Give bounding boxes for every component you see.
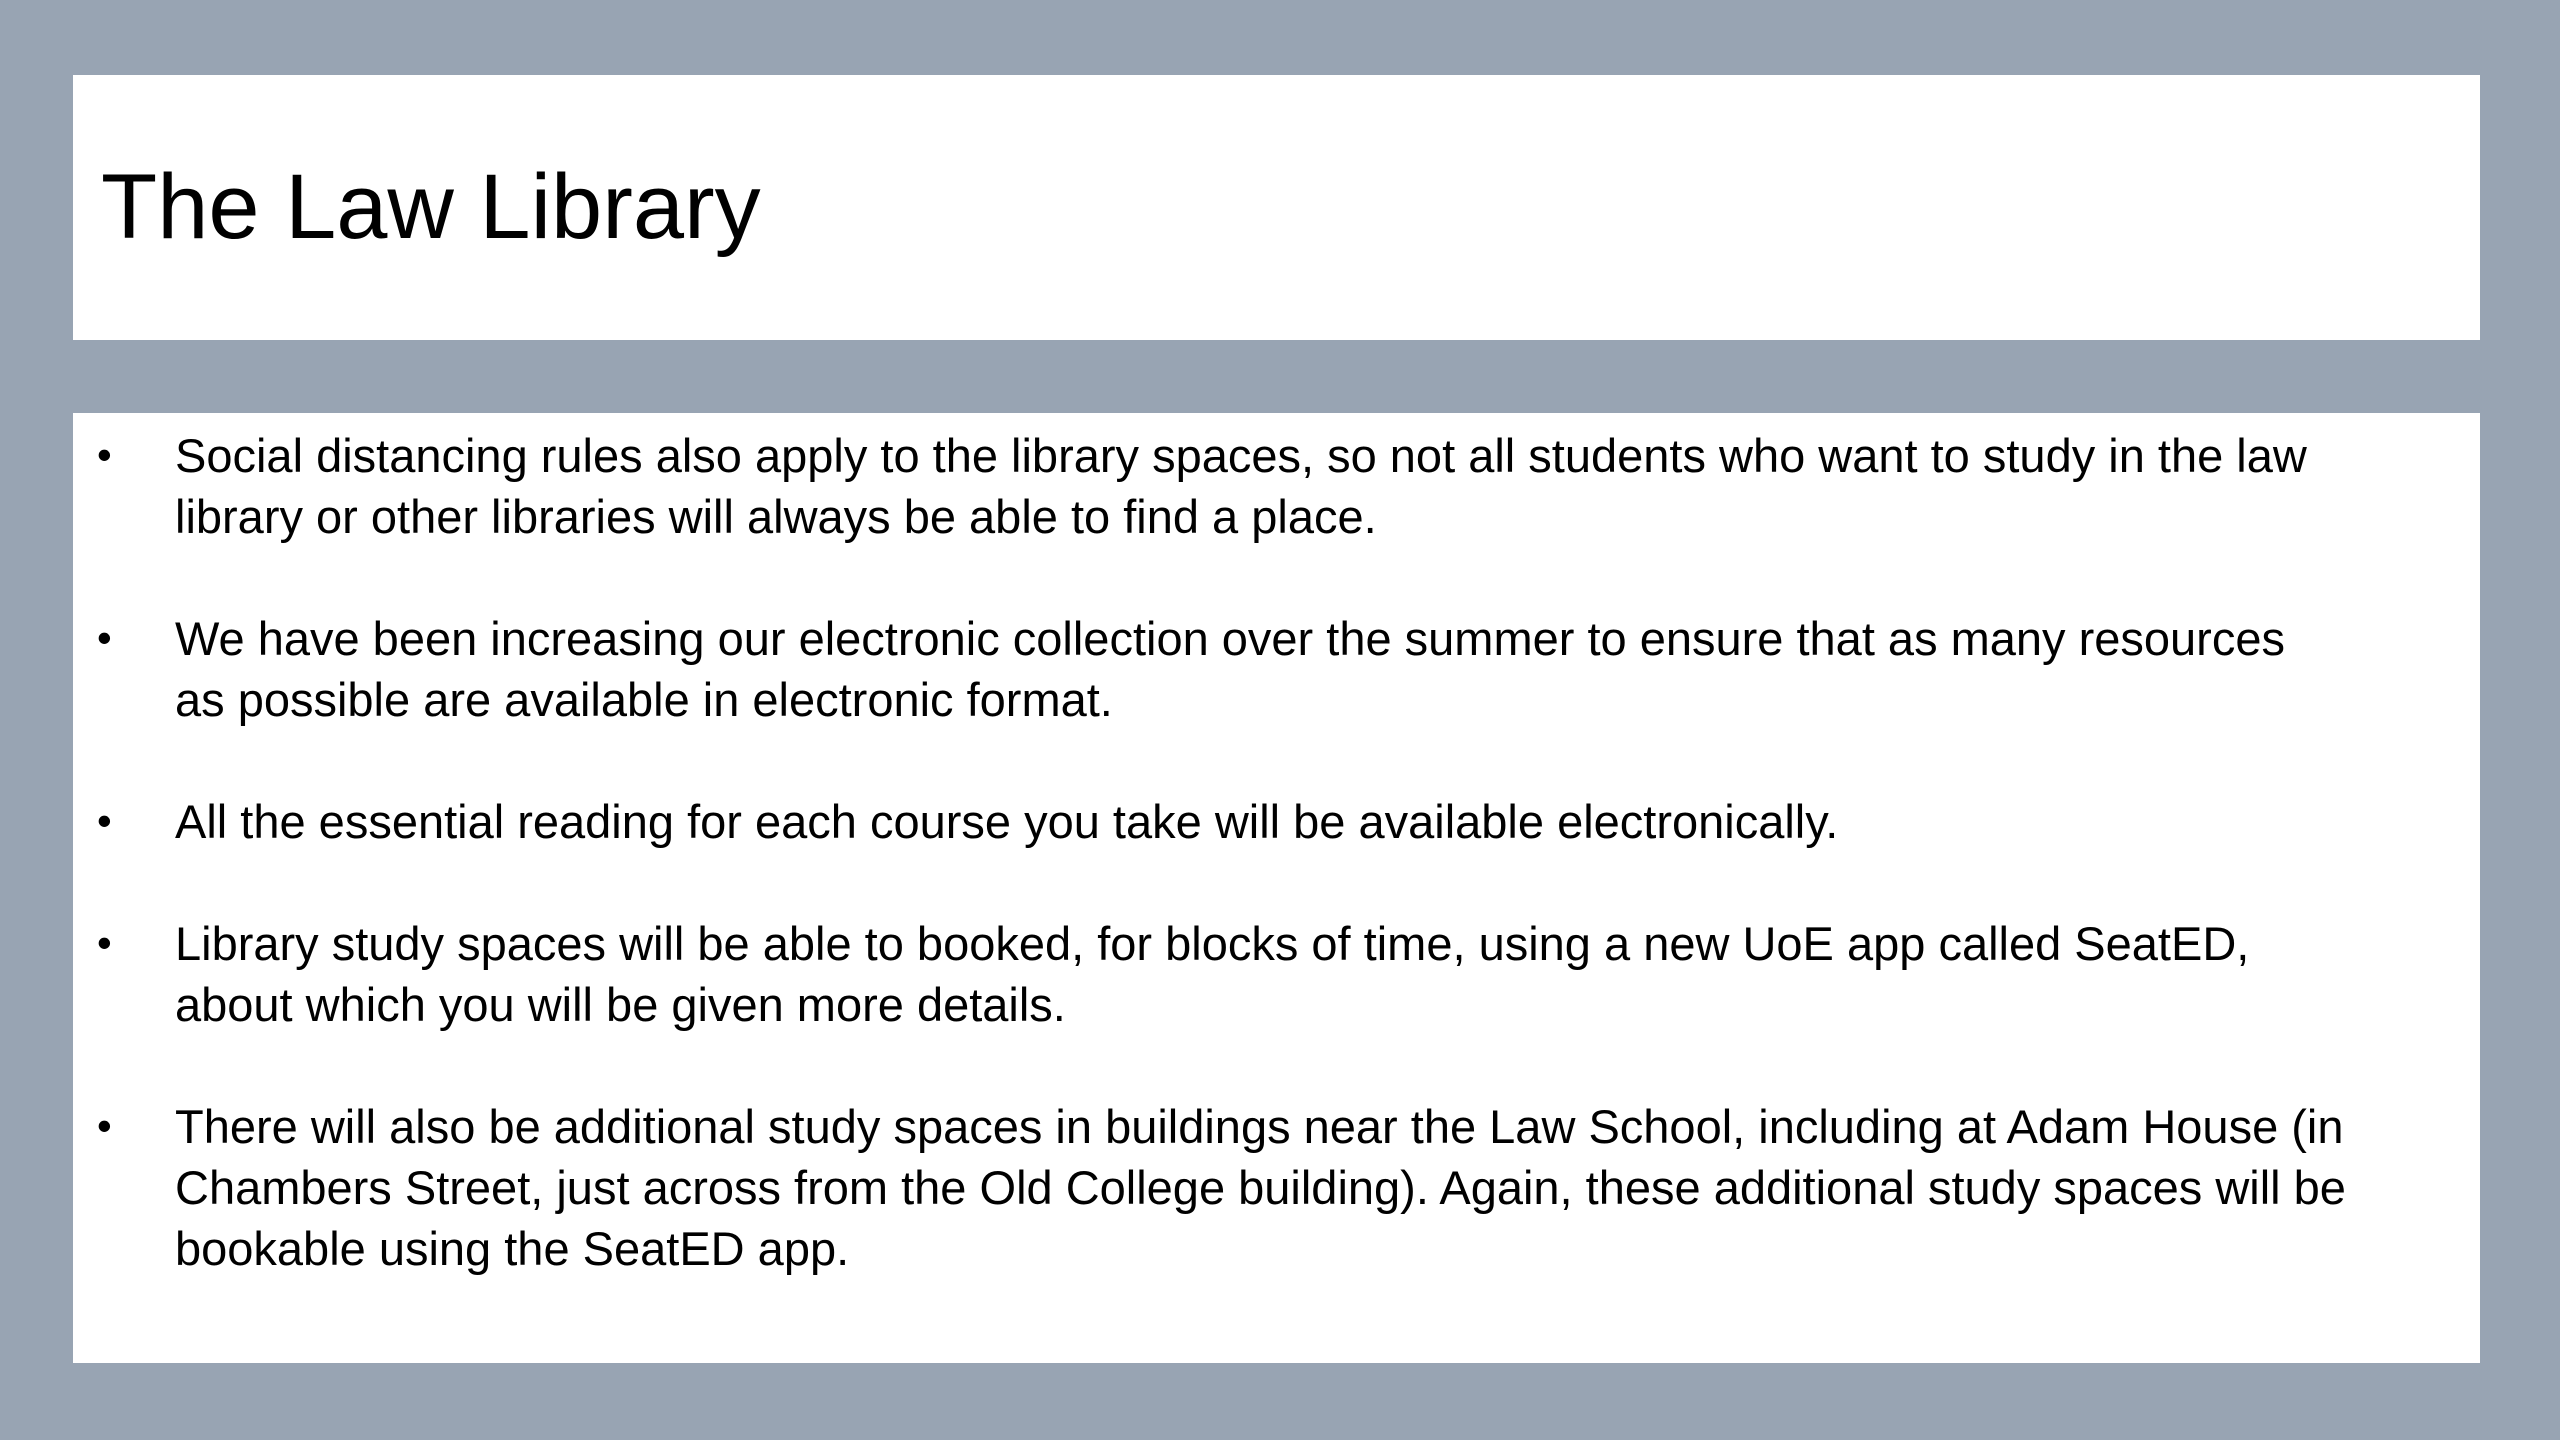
- bullet-text-2: We have been increasing our electronic collection over the summer to ensure that as many resources as possible are available in electronic format.: [175, 612, 2285, 726]
- bullet-text-1: Social distancing rules also apply to the library spaces, so not all students who want to study in the law library or other libraries will always be able to find a place.: [175, 429, 2307, 543]
- slide-title: The Law Library: [101, 156, 761, 258]
- bullet-dot-icon: •: [97, 614, 112, 661]
- bullet-dot-icon: •: [97, 919, 112, 966]
- bullet-text-3: All the essential reading for each course you take will be available electronically.: [175, 795, 1839, 848]
- title-panel: [73, 75, 2480, 340]
- content-panel: [73, 413, 2480, 1363]
- bullet-dot-icon: •: [97, 1102, 112, 1149]
- bullet-dot-icon: •: [97, 431, 112, 478]
- bullet-text-5: There will also be additional study spaces in buildings near the Law School, including at Adam House (in Chambers Street, just across from the Old College building). Again, these additional study spaces will be bookable using the SeatED app.: [175, 1100, 2346, 1275]
- bullet-dot-icon: •: [97, 797, 112, 844]
- bullet-text-4: Library study spaces will be able to booked, for blocks of time, using a new UoE app called SeatED, about which you will be given more details.: [175, 917, 2250, 1031]
